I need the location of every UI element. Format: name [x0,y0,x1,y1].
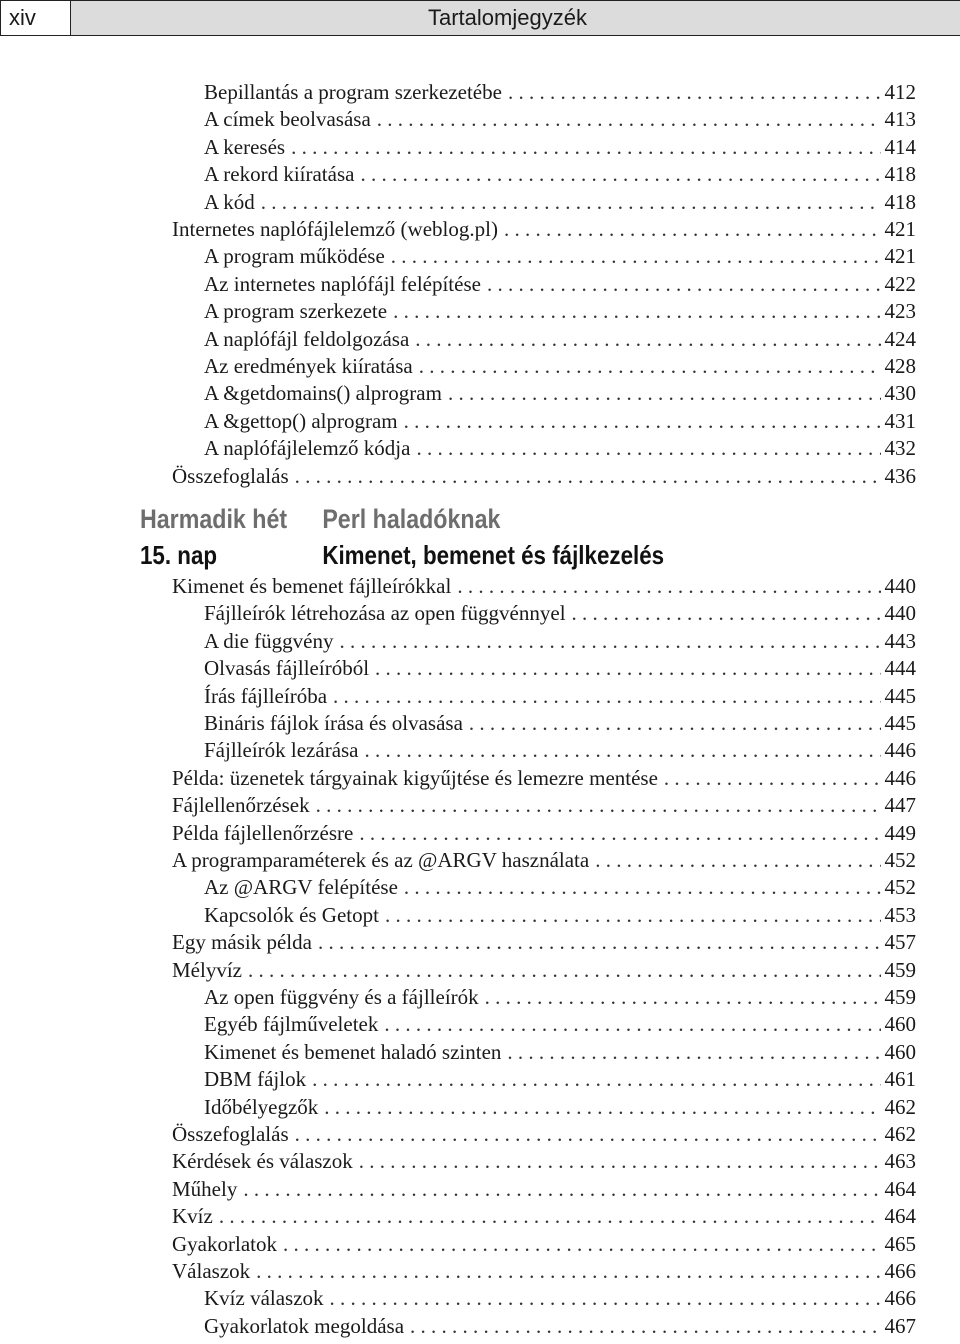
running-title: Tartalomjegyzék [70,0,960,36]
toc-entry[interactable] [172,1259,916,1286]
toc-entry[interactable] [172,1122,916,1149]
toc-entry-title: Időbélyegzők [204,1094,319,1119]
toc-entry[interactable] [204,409,916,436]
dot-leader [359,821,880,846]
dot-leader [410,1314,880,1339]
dot-leader [507,1040,880,1065]
dot-leader [416,436,880,461]
toc-entry[interactable] [204,135,916,162]
dot-leader [391,244,881,269]
toc-entry-title: A naplófájl feldolgozása [204,326,410,351]
toc-entry-page: 452 [884,848,916,872]
toc-entry-page: 418 [884,162,916,187]
toc-entry-page: 412 [884,80,916,104]
toc-entry-title: A címek beolvasása [204,107,371,132]
dot-leader [664,766,881,791]
toc-entry-page: 413 [884,107,916,132]
toc-entry-page: 424 [884,326,916,351]
toc-entry-title: A die függvény [204,628,334,653]
toc-entry-page: 421 [884,244,916,269]
dot-leader [595,848,880,873]
toc-entry-title: Kvíz [172,1204,213,1229]
toc-entry[interactable] [172,574,916,601]
toc-entry-title: Kimenet és bemenet haladó szinten [204,1039,502,1064]
toc-entry-title: Az open függvény és a fájlleírók [204,985,479,1009]
toc-entry-title: Az internetes naplófájl felépítése [204,271,481,296]
toc-entry[interactable] [204,354,916,381]
toc-entry-title: Bepillantás a program szerkezetébe [204,80,502,104]
dot-leader [219,1204,881,1229]
toc-entry[interactable] [204,684,916,711]
toc-entry-page: 457 [884,930,916,955]
toc-entry-title: Bináris fájlok írása és olvasása [204,711,463,735]
dot-leader [415,327,880,352]
toc-entry-title: Gyakorlatok megoldása [204,1313,405,1338]
toc-entry-page: 453 [884,902,916,927]
part-label: Harmadik hét [140,504,288,534]
toc-entry-page: 446 [884,738,916,763]
toc-entry-title: A naplófájlelemző kódja [204,436,411,461]
toc-entry[interactable] [204,875,916,902]
toc-entry-title: Példa fájlellenőrzésre [172,820,354,845]
toc-entry[interactable] [204,1040,916,1067]
toc-entry-title: Az @ARGV felépítése [204,875,398,900]
toc-entry-page: 440 [884,601,916,626]
toc-entry-page: 460 [884,1039,916,1064]
chapter-title: Kimenet, bemenet és fájlkezelés [322,540,665,570]
toc-entry-title: A rekord kiíratása [204,162,355,187]
dot-leader [404,875,881,900]
page-header [0,0,960,38]
toc-entry[interactable] [172,766,916,793]
dot-leader [487,272,881,297]
toc-entry[interactable] [204,629,916,656]
toc-entry[interactable] [204,1314,916,1341]
toc-entry-page: 443 [884,628,916,653]
dot-leader [324,1095,880,1120]
toc-entry-page: 460 [884,1012,916,1037]
toc-entry[interactable] [204,80,916,107]
dot-leader [359,1149,881,1174]
toc-entry[interactable] [204,738,916,765]
dot-leader [316,793,881,818]
toc-entry[interactable] [172,848,916,875]
dot-leader [508,80,881,105]
toc-entry-title: A &gettop() alprogram [204,408,398,433]
toc-entry[interactable] [172,464,916,491]
dot-leader [457,574,880,599]
dot-leader [385,903,881,928]
toc-entry-title: Egyéb fájlműveletek [204,1012,379,1037]
toc-entry[interactable] [204,601,916,628]
toc-entry-title: Kvíz válaszok [204,1286,324,1311]
toc-entry-title: Fájlleírók lezárása [204,738,359,763]
toc-entry[interactable] [204,903,916,930]
toc-entry-page: 461 [884,1067,916,1092]
toc-entry-title: A program működése [204,244,385,269]
dot-leader [261,190,881,215]
dot-leader [448,381,881,406]
dot-leader [384,1012,880,1037]
toc-entry-title: Fájlleírók létrehozása az open függvénnyel [204,601,566,626]
toc-entry-page: 445 [884,711,916,735]
toc-entry-title: Kapcsolók és Getopt [204,902,379,927]
toc-entry[interactable] [204,327,916,354]
toc-entry-title: Olvasás fájlleíróból [204,656,370,681]
toc-entry[interactable] [172,958,916,985]
toc-entry[interactable] [172,930,916,957]
page-number: xiv [0,0,70,36]
dot-leader [330,1286,881,1311]
toc-entry-page: 465 [884,1231,916,1256]
toc-entry-page: 414 [884,134,916,159]
dot-leader [365,738,881,763]
part-heading [140,504,500,535]
toc-entry[interactable] [204,1067,916,1094]
toc-entry-title: A program szerkezete [204,299,388,324]
toc-entry-title: Gyakorlatok [172,1231,277,1256]
toc-entry-page: 445 [884,683,916,708]
toc-entry-page: 459 [884,985,916,1009]
toc-entry[interactable] [172,217,916,244]
toc-entry-page: 447 [884,793,916,818]
toc-entry[interactable] [204,1286,916,1313]
toc-entry-page: 452 [884,875,916,900]
toc-entry[interactable] [172,821,916,848]
toc-entry-page: 462 [884,1122,916,1146]
dot-leader [256,1259,880,1284]
toc-entry[interactable] [204,299,916,326]
toc-entry-title: Válaszok [172,1259,251,1283]
toc-entry[interactable] [172,1177,916,1204]
toc-entry[interactable] [172,1232,916,1259]
toc-entry[interactable] [172,1149,916,1176]
dot-leader [283,1232,881,1257]
toc-entry-title: Műhely [172,1176,238,1201]
dot-leader [333,684,880,709]
toc-entry-title: A &getdomains() alprogram [204,381,442,406]
toc-entry-page: 428 [884,354,916,378]
toc-entry[interactable] [204,656,916,683]
dot-leader [485,985,881,1010]
toc-entry-page: 466 [884,1286,916,1311]
toc-entry-page: 464 [884,1176,916,1201]
toc-entry[interactable] [204,162,916,189]
part-title: Perl haladóknak [322,504,501,534]
toc-entry-title: Összefoglalás [172,463,289,488]
toc-entry[interactable] [204,381,916,408]
toc-entry[interactable] [204,272,916,299]
toc-entry-page: 459 [884,957,916,982]
toc-entry-page: 440 [884,574,916,598]
toc-entry[interactable] [204,1095,916,1122]
toc-entry-title: Kimenet és bemenet fájlleírókkal [172,574,452,598]
dot-leader [248,958,881,983]
dot-leader [469,711,881,736]
dot-leader [295,464,881,489]
toc-entry-page: 444 [884,656,916,681]
toc-entry-page: 462 [884,1094,916,1119]
dot-leader [375,656,880,681]
toc-entry-page: 423 [884,299,916,324]
dot-leader [291,135,880,160]
dot-leader [504,217,881,242]
dot-leader [572,601,881,626]
toc-entry[interactable] [204,436,916,463]
toc-entry-page: 418 [884,189,916,214]
toc-entry[interactable] [204,190,916,217]
dot-leader [419,354,881,379]
toc-entry[interactable] [204,985,916,1012]
toc-entry-page: 432 [884,436,916,461]
toc-entry-title: Kérdések és válaszok [172,1149,353,1174]
dot-leader [318,930,881,955]
toc-entry-page: 430 [884,381,916,406]
toc-entry-title: Az eredmények kiíratása [204,354,413,378]
toc-entry-page: 466 [884,1259,916,1283]
toc-entry-page: 436 [884,463,916,488]
toc-entry-title: Fájlellenőrzések [172,793,310,818]
dot-leader [312,1067,880,1092]
toc-entry[interactable] [204,1012,916,1039]
toc-entry-page: 431 [884,408,916,433]
toc-entry-title: DBM fájlok [204,1067,307,1092]
toc-entry-page: 446 [884,765,916,790]
toc-entry-page: 464 [884,1204,916,1229]
toc-entry[interactable] [172,1204,916,1231]
dot-leader [360,162,880,187]
toc-entry-page: 422 [884,271,916,296]
toc-entry-title: A programparaméterek és az @ARGV használata [172,848,590,872]
toc-entry-title: Internetes naplófájlelemző (weblog.pl) [172,217,498,241]
toc-entry-page: 449 [884,820,916,845]
toc-entry-title: Példa: üzenetek tárgyainak kigyűjtése és lemezre mentése [172,765,658,790]
toc-entry-title: A keresés [204,134,286,159]
toc-entry-title: Mélyvíz [172,957,242,982]
toc-entry[interactable] [204,107,916,134]
dot-leader [404,409,881,434]
dot-leader [243,1177,880,1202]
toc-entry-title: A kód [204,189,255,214]
toc-entry[interactable] [204,244,916,271]
dot-leader [393,299,880,324]
dot-leader [377,107,881,132]
toc-entry-page: 463 [884,1149,916,1174]
toc-entry-page: 421 [884,217,916,241]
dot-leader [295,1122,881,1147]
toc-entry[interactable] [172,793,916,820]
toc-entry-title: Egy másik példa [172,930,312,955]
chapter-label: 15. nap [140,540,218,570]
toc-entry[interactable] [204,711,916,738]
dot-leader [339,629,880,654]
chapter-heading [140,540,664,571]
toc-entry-page: 467 [884,1313,916,1338]
toc-entry-title: Összefoglalás [172,1122,289,1146]
toc-entry-title: Írás fájlleíróba [204,683,328,708]
